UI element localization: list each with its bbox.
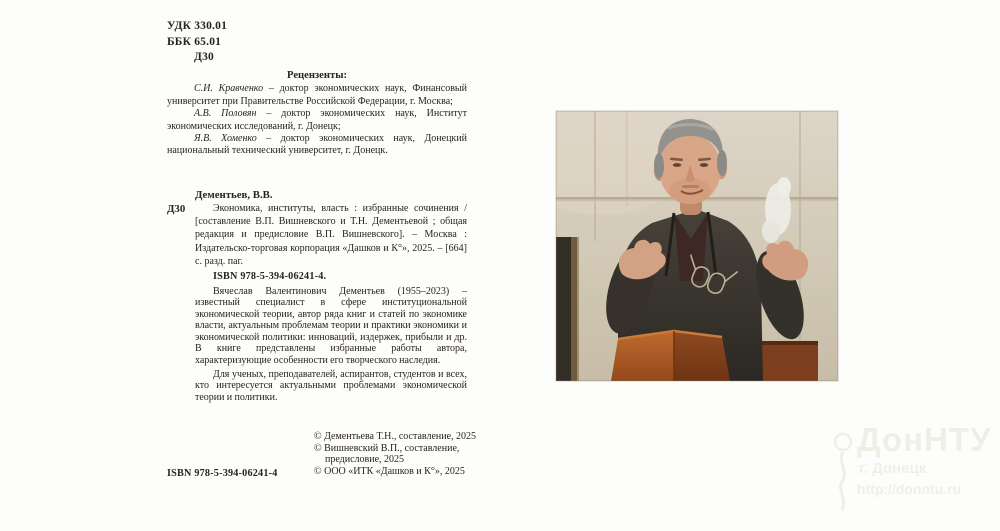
audience-paragraph: Для ученых, преподавателей, аспирантов, студентов и всех, кто интересуется актуальными проблемами экономической теории и политики.: [195, 368, 467, 403]
copyright-block: [314, 431, 534, 477]
reviewer-text: – доктор экономических наук, Финансовый университет при Правительстве Российской Федерации, г. Москва;: [167, 83, 467, 107]
watermark-city: г. Донецк: [859, 460, 927, 477]
bbk-number: ББК 65.01: [167, 35, 222, 48]
author-photo: [556, 111, 838, 381]
catalog-entry: [167, 188, 467, 403]
reviewer-text: – доктор экономических наук, Донецкий национальный технический университет, г. Донецк.: [167, 133, 467, 157]
author-photo-illustration: [556, 111, 838, 381]
reviewer-name: С.И. Кравченко: [194, 83, 264, 95]
bibliographic-description: Экономика, институты, власть : избранные сочинения / [составление В.П. Вишневского и Т.Н. Дементьевой ; общая редакция и предисловие В.П. Вишневского]. – Москва : Издательско-торговая корпорация «Дашков и К°», 2025. – [664] с. разд. паг.: [195, 203, 467, 267]
reviewer-item: [167, 133, 467, 158]
bibliographic-description-wrap: [167, 202, 467, 268]
catalog-letter: Д30: [194, 51, 215, 63]
catalog-code: Д30: [167, 203, 186, 215]
watermark-row: [833, 422, 1000, 497]
copyright-line: © Дементьева Т.Н., составление, 2025: [314, 431, 477, 442]
isbn-footer: ISBN 978-5-394-06241-4: [167, 468, 278, 479]
watermark-org: ДонНТУ: [857, 421, 992, 458]
reviewers-heading: Рецензенты:: [286, 70, 347, 81]
watermark-url: http://donntu.ru: [857, 481, 962, 497]
copyright-line: © Вишневский В.П., составление,: [314, 442, 460, 454]
annotation-paragraph: Вячеслав Валентинович Дементьев (1955–2023) – известный специалист в сфере институциональной экономической теории, автор ряда книг и статей по экономике власти, актуальным проблемам теории и практики экономики и экономической политики: инноваций, издержек, прибыли и др. В книге представлены избранные работы автора, характеризующие особенности его творческого наследия.: [195, 285, 467, 367]
reviewer-item: [167, 108, 467, 133]
reviewer-name: Я.В. Хоменко: [194, 133, 257, 145]
udk-number: УДК 330.01: [167, 20, 228, 32]
reviewer-text: – доктор экономических наук, Институт экономических исследований, г. Донецк;: [167, 108, 467, 132]
donntu-emblem-icon: [833, 430, 853, 512]
reviewer-name: А.В. Половян: [194, 108, 257, 120]
udk-bbk-block: [167, 19, 227, 66]
reviewers-section: [167, 70, 467, 158]
author-name: Дементьев, В.В.: [195, 189, 273, 201]
isbn-catalog: ISBN 978-5-394-06241-4.: [213, 271, 327, 283]
reviewer-item: [167, 83, 467, 108]
copyright-line: © ООО «ИТК «Дашков и К°», 2025: [314, 465, 465, 477]
copyright-line: предисловие, 2025: [325, 454, 405, 466]
donntu-watermark: [833, 422, 1000, 497]
